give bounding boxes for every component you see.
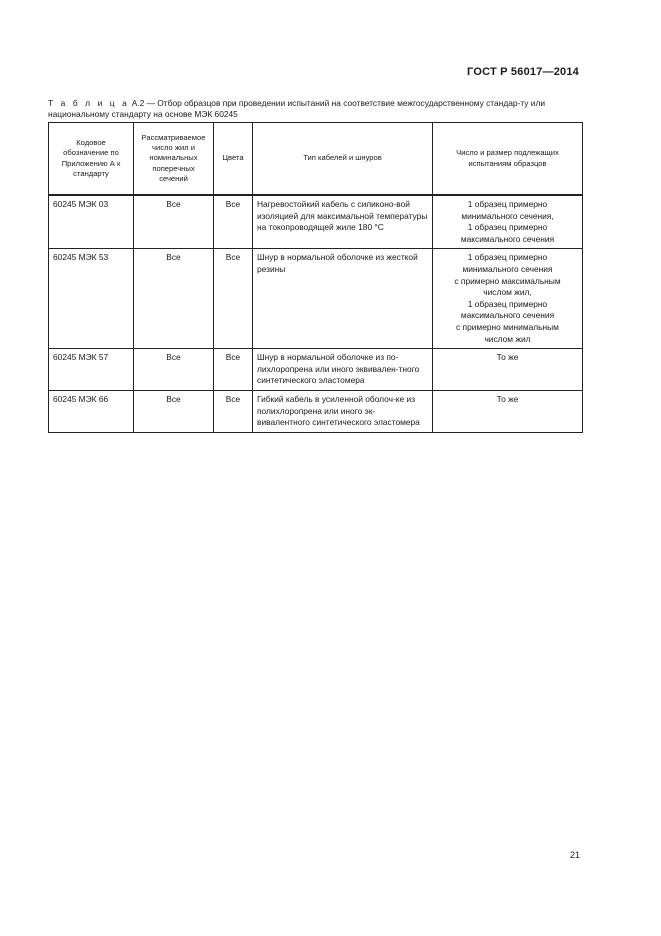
sample-line: 1 образец примерно <box>467 199 548 209</box>
cell-colors: Все <box>214 195 253 249</box>
cell-cores: Все <box>134 195 214 249</box>
header-type: Тип кабелей и шнуров <box>253 123 433 196</box>
sample-line: числом жил, <box>483 287 532 298</box>
cell-colors: Все <box>214 390 253 432</box>
cell-cores: Все <box>134 349 214 391</box>
cell-samples <box>433 349 583 391</box>
sample-line: 1 образец примерно <box>467 252 548 263</box>
cell-type: Гибкий кабель в усиленной оболоч-ке из полихлоропрена или иного эк-вивалентного синтетического эластомера <box>253 390 433 432</box>
cell-code: 60245 МЭК 03 <box>49 195 134 249</box>
caption-number: А.2 <box>131 98 145 108</box>
caption-label: Т а б л и ц а <box>48 98 130 108</box>
cell-code: 60245 МЭК 66 <box>49 390 134 432</box>
table-caption <box>48 98 580 119</box>
table-header-row <box>49 123 583 196</box>
cell-samples <box>433 249 583 349</box>
table-row <box>49 195 583 249</box>
sample-line: То же <box>496 352 519 363</box>
cell-colors: Все <box>214 249 253 349</box>
sample-line: То же <box>496 393 519 404</box>
header-samples: Число и размер подлежащих испытаниям образцов <box>433 123 583 196</box>
sample-line: минимального сечения <box>462 263 553 274</box>
table-row <box>49 349 583 391</box>
standard-designation: ГОСТ Р 56017—2014 <box>467 66 579 78</box>
table-row <box>49 249 583 349</box>
table-row <box>49 390 583 432</box>
cell-code: 60245 МЭК 53 <box>49 249 134 349</box>
cell-type: Шнур в нормальной оболочке из жесткой резины <box>253 249 433 349</box>
caption-text: — Отбор образцов при проведении испытаний на соответствие межгосударственному стандар-ту или национальному стандарту на основе МЭК 60245 <box>48 98 546 119</box>
sample-line: 1 образец примерно <box>467 298 548 309</box>
sample-line: максимального сечения <box>460 310 555 321</box>
header-code: Кодовое обозначение по Приложению А к стандарту <box>49 123 134 196</box>
sample-line: минимального сечения, <box>461 210 554 221</box>
cell-cores: Все <box>134 390 214 432</box>
header-cores: Рассматриваемое число жил и номинальных поперечных сечений <box>134 123 214 196</box>
sampling-table <box>48 122 583 433</box>
sample-line: максимального сечения <box>460 233 555 244</box>
cell-colors: Все <box>214 349 253 391</box>
cell-samples <box>433 195 583 249</box>
cell-type: Нагревостойкий кабель с силиконо-вой изоляцией для максимальной температуры на токопроводящей жиле 180 °С <box>253 195 433 249</box>
sample-line: с примерно максимальным <box>454 275 561 286</box>
page-number: 21 <box>569 850 580 860</box>
cell-cores: Все <box>134 249 214 349</box>
sample-line: числом жил <box>484 333 531 344</box>
cell-samples <box>433 390 583 432</box>
sample-line: с примерно минимальным <box>456 321 559 332</box>
sample-line: 1 образец примерно <box>467 222 548 233</box>
cell-type: Шнур в нормальной оболочке из по-лихлоропрена или иного эквивален-тного синтетического эластомера <box>253 349 433 391</box>
header-colors: Цвета <box>214 123 253 196</box>
cell-code: 60245 МЭК 57 <box>49 349 134 391</box>
